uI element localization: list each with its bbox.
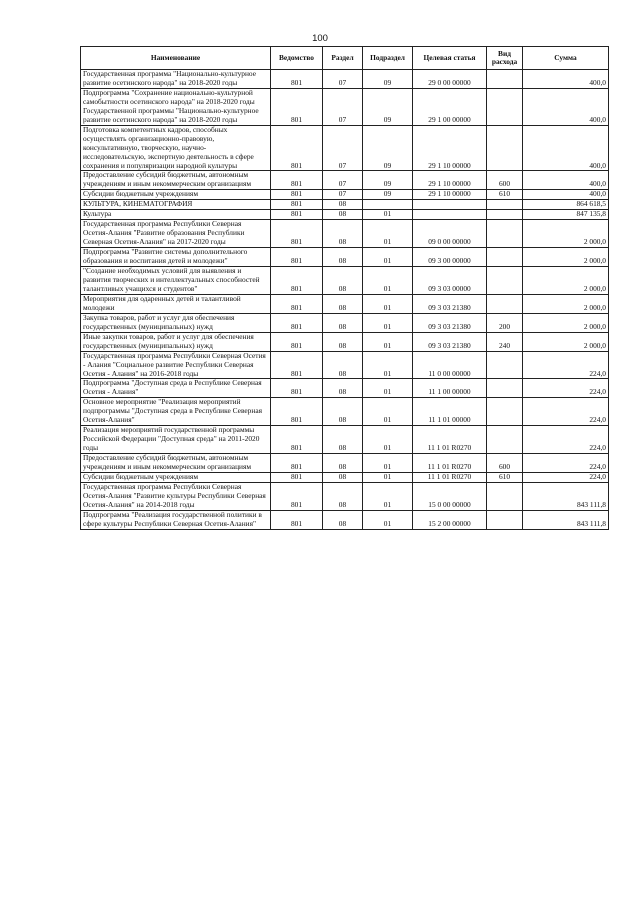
cell-name: Подпрограмма "Развитие системы дополнительного образования и воспитания детей и молодежи" — [81, 248, 271, 267]
cell-department: 801 — [271, 294, 323, 313]
cell-section: 08 — [323, 510, 363, 529]
cell-name: Предоставление субсидий бюджетным, автономным учреждениям и иным некоммерческим организациям — [81, 171, 271, 190]
cell-subsection: 09 — [363, 171, 413, 190]
cell-amount: 224,0 — [523, 398, 609, 426]
cell-expense-type — [487, 482, 523, 510]
cell-section: 08 — [323, 267, 363, 295]
cell-amount: 400,0 — [523, 88, 609, 125]
cell-section: 07 — [323, 125, 363, 171]
cell-amount: 843 111,8 — [523, 482, 609, 510]
cell-department: 801 — [271, 398, 323, 426]
cell-amount: 2 000,0 — [523, 220, 609, 248]
cell-target-item: 11 1 01 00000 — [413, 398, 487, 426]
table-row — [81, 454, 609, 473]
cell-expense-type — [487, 210, 523, 220]
cell-expense-type: 600 — [487, 171, 523, 190]
cell-amount: 224,0 — [523, 351, 609, 379]
cell-name: Культура — [81, 210, 271, 220]
cell-department: 801 — [271, 125, 323, 171]
cell-name: Подготовка компетентных кадров, способных осуществлять организационно-правовую, консультативную, творческую, научно-исследовательскую, экспертную деятельность в сфере сохранения и популяризации народной культуры — [81, 125, 271, 171]
cell-department: 801 — [271, 482, 323, 510]
cell-name: Государственная программа Республики Северная Осетия - Алания "Социальное развитие Республики Северная Осетия - Алания" на 2016-2018 годы — [81, 351, 271, 379]
cell-section: 08 — [323, 220, 363, 248]
cell-department: 801 — [271, 267, 323, 295]
cell-amount: 400,0 — [523, 125, 609, 171]
cell-department: 801 — [271, 70, 323, 89]
cell-subsection: 09 — [363, 190, 413, 200]
cell-amount: 224,0 — [523, 426, 609, 454]
cell-department: 801 — [271, 426, 323, 454]
cell-section: 07 — [323, 88, 363, 125]
cell-subsection: 09 — [363, 125, 413, 171]
cell-name: Государственная программа Республики Северная Осетия-Алания "Развитие культуры Республики Северная Осетия-Алания" на 2014-2018 годы — [81, 482, 271, 510]
cell-subsection: 01 — [363, 351, 413, 379]
table-row — [81, 220, 609, 248]
cell-amount: 400,0 — [523, 171, 609, 190]
cell-department: 801 — [271, 454, 323, 473]
cell-name: Реализация мероприятий государственной программы Российской Федерации "Доступная среда" на 2011-2020 годы — [81, 426, 271, 454]
cell-target-item: 15 2 00 00000 — [413, 510, 487, 529]
cell-section: 08 — [323, 210, 363, 220]
cell-target-item — [413, 210, 487, 220]
cell-amount: 224,0 — [523, 379, 609, 398]
cell-subsection: 01 — [363, 426, 413, 454]
cell-name: Иные закупки товаров, работ и услуг для обеспечения государственных (муниципальных) нужд — [81, 332, 271, 351]
cell-department: 801 — [271, 379, 323, 398]
cell-section: 08 — [323, 313, 363, 332]
cell-expense-type — [487, 70, 523, 89]
cell-name: Субсидии бюджетным учреждениям — [81, 190, 271, 200]
cell-expense-type — [487, 398, 523, 426]
cell-section: 08 — [323, 426, 363, 454]
cell-name: Государственная программа Республики Северная Осетия-Алания "Развитие образования Республики Северная Осетия-Алания" на 2017-2020 годы — [81, 220, 271, 248]
cell-target-item: 15 0 00 00000 — [413, 482, 487, 510]
cell-expense-type: 240 — [487, 332, 523, 351]
cell-amount: 2 000,0 — [523, 313, 609, 332]
table-row — [81, 267, 609, 295]
cell-target-item: 09 3 03 00000 — [413, 267, 487, 295]
cell-subsection: 01 — [363, 379, 413, 398]
cell-expense-type: 610 — [487, 190, 523, 200]
cell-amount: 864 618,5 — [523, 200, 609, 210]
cell-name: КУЛЬТУРА, КИНЕМАТОГРАФИЯ — [81, 200, 271, 210]
cell-target-item: 11 1 01 R0270 — [413, 454, 487, 473]
cell-name: Подпрограмма "Доступная среда в Республике Северная Осетия - Алания" — [81, 379, 271, 398]
cell-amount: 2 000,0 — [523, 267, 609, 295]
cell-subsection: 01 — [363, 294, 413, 313]
cell-amount: 2 000,0 — [523, 332, 609, 351]
cell-expense-type — [487, 88, 523, 125]
table-row — [81, 88, 609, 125]
table-row — [81, 200, 609, 210]
cell-target-item: 09 3 03 21380 — [413, 294, 487, 313]
cell-subsection: 01 — [363, 248, 413, 267]
table-row — [81, 351, 609, 379]
cell-expense-type — [487, 200, 523, 210]
cell-name: Мероприятия для одаренных детей и талантливой молодежи — [81, 294, 271, 313]
header-expense-type: Вид расхода — [487, 47, 523, 70]
header-department: Ведомство — [271, 47, 323, 70]
cell-target-item: 29 1 10 00000 — [413, 125, 487, 171]
table-row — [81, 294, 609, 313]
cell-name: Основное мероприятие "Реализация мероприятий подпрограммы "Доступная среда в Республике Северная Осетия-Алания" — [81, 398, 271, 426]
cell-target-item — [413, 200, 487, 210]
cell-expense-type — [487, 125, 523, 171]
cell-expense-type — [487, 379, 523, 398]
cell-subsection: 01 — [363, 482, 413, 510]
cell-amount: 400,0 — [523, 70, 609, 89]
cell-target-item: 11 1 01 R0270 — [413, 426, 487, 454]
table-row — [81, 171, 609, 190]
cell-name: Закупка товаров, работ и услуг для обеспечения государственных (муниципальных) нужд — [81, 313, 271, 332]
cell-section: 08 — [323, 200, 363, 210]
cell-expense-type: 610 — [487, 472, 523, 482]
cell-name: Предоставление субсидий бюджетным, автономным учреждениям и иным некоммерческим организациям — [81, 454, 271, 473]
cell-department: 801 — [271, 313, 323, 332]
cell-expense-type — [487, 510, 523, 529]
table-body — [81, 70, 609, 530]
cell-section: 07 — [323, 190, 363, 200]
cell-expense-type — [487, 267, 523, 295]
table-row — [81, 313, 609, 332]
cell-expense-type — [487, 248, 523, 267]
table-row — [81, 482, 609, 510]
table-row — [81, 510, 609, 529]
cell-expense-type — [487, 426, 523, 454]
cell-target-item: 29 1 10 00000 — [413, 190, 487, 200]
cell-amount: 400,0 — [523, 190, 609, 200]
cell-section: 07 — [323, 171, 363, 190]
table-row — [81, 70, 609, 89]
cell-section: 08 — [323, 454, 363, 473]
cell-department: 801 — [271, 332, 323, 351]
cell-department: 801 — [271, 190, 323, 200]
cell-target-item: 09 3 03 21380 — [413, 332, 487, 351]
table-row — [81, 398, 609, 426]
cell-name: "Создание необходимых условий для выявления и развития творческих и интеллектуальных способностей талантливых учащихся и студентов" — [81, 267, 271, 295]
cell-department: 801 — [271, 171, 323, 190]
cell-subsection: 01 — [363, 210, 413, 220]
cell-department: 801 — [271, 200, 323, 210]
cell-section: 08 — [323, 398, 363, 426]
cell-target-item: 29 1 00 00000 — [413, 88, 487, 125]
cell-expense-type: 200 — [487, 313, 523, 332]
cell-section: 08 — [323, 294, 363, 313]
cell-amount: 224,0 — [523, 472, 609, 482]
cell-target-item: 29 1 10 00000 — [413, 171, 487, 190]
table-row — [81, 426, 609, 454]
cell-department: 801 — [271, 248, 323, 267]
cell-target-item: 11 1 00 00000 — [413, 379, 487, 398]
cell-name: Подпрограмма "Сохранение национально-культурной самобытности осетинского народа" на 2018-2020 годы Государственной программы "Национально-культурное развитие осетинского народа" на 2018-2020 годы — [81, 88, 271, 125]
table-row — [81, 210, 609, 220]
cell-subsection — [363, 200, 413, 210]
header-section: Раздел — [323, 47, 363, 70]
cell-subsection: 01 — [363, 313, 413, 332]
cell-amount: 843 111,8 — [523, 510, 609, 529]
cell-amount: 2 000,0 — [523, 248, 609, 267]
cell-subsection: 09 — [363, 70, 413, 89]
table-row — [81, 472, 609, 482]
cell-section: 08 — [323, 332, 363, 351]
cell-subsection: 01 — [363, 398, 413, 426]
cell-subsection: 01 — [363, 472, 413, 482]
cell-section: 08 — [323, 379, 363, 398]
cell-department: 801 — [271, 88, 323, 125]
cell-section: 08 — [323, 351, 363, 379]
cell-subsection: 01 — [363, 220, 413, 248]
cell-target-item: 11 1 01 R0270 — [413, 472, 487, 482]
cell-department: 801 — [271, 351, 323, 379]
cell-department: 801 — [271, 210, 323, 220]
cell-amount: 224,0 — [523, 454, 609, 473]
cell-expense-type — [487, 351, 523, 379]
cell-expense-type: 600 — [487, 454, 523, 473]
cell-department: 801 — [271, 472, 323, 482]
cell-section: 08 — [323, 472, 363, 482]
cell-subsection: 01 — [363, 332, 413, 351]
cell-name: Подпрограмма "Реализация государственной политики в сфере культуры Республики Северная Осетия-Алания" — [81, 510, 271, 529]
table-row — [81, 332, 609, 351]
cell-target-item: 09 0 00 00000 — [413, 220, 487, 248]
table-row — [81, 248, 609, 267]
header-target-item: Целевая статья — [413, 47, 487, 70]
table-row — [81, 190, 609, 200]
cell-expense-type — [487, 294, 523, 313]
table-row — [81, 379, 609, 398]
cell-target-item: 09 3 03 21380 — [413, 313, 487, 332]
cell-subsection: 01 — [363, 510, 413, 529]
cell-amount: 2 000,0 — [523, 294, 609, 313]
cell-subsection: 09 — [363, 88, 413, 125]
cell-subsection: 01 — [363, 267, 413, 295]
cell-subsection: 01 — [363, 454, 413, 473]
cell-name: Субсидии бюджетным учреждениям — [81, 472, 271, 482]
table-header-row — [81, 47, 609, 70]
cell-department: 801 — [271, 220, 323, 248]
cell-name: Государственная программа "Национально-культурное развитие осетинского народа" на 2018-2020 годы — [81, 70, 271, 89]
cell-section: 08 — [323, 482, 363, 510]
cell-section: 08 — [323, 248, 363, 267]
cell-department: 801 — [271, 510, 323, 529]
header-subsection: Подраздел — [363, 47, 413, 70]
cell-amount: 847 135,8 — [523, 210, 609, 220]
budget-table — [80, 46, 609, 530]
cell-target-item: 09 3 00 00000 — [413, 248, 487, 267]
header-name: Наименование — [81, 47, 271, 70]
cell-section: 07 — [323, 70, 363, 89]
page-number: 100 — [312, 33, 328, 44]
cell-expense-type — [487, 220, 523, 248]
cell-target-item: 29 0 00 00000 — [413, 70, 487, 89]
table-row — [81, 125, 609, 171]
cell-target-item: 11 0 00 00000 — [413, 351, 487, 379]
header-amount: Сумма — [523, 47, 609, 70]
